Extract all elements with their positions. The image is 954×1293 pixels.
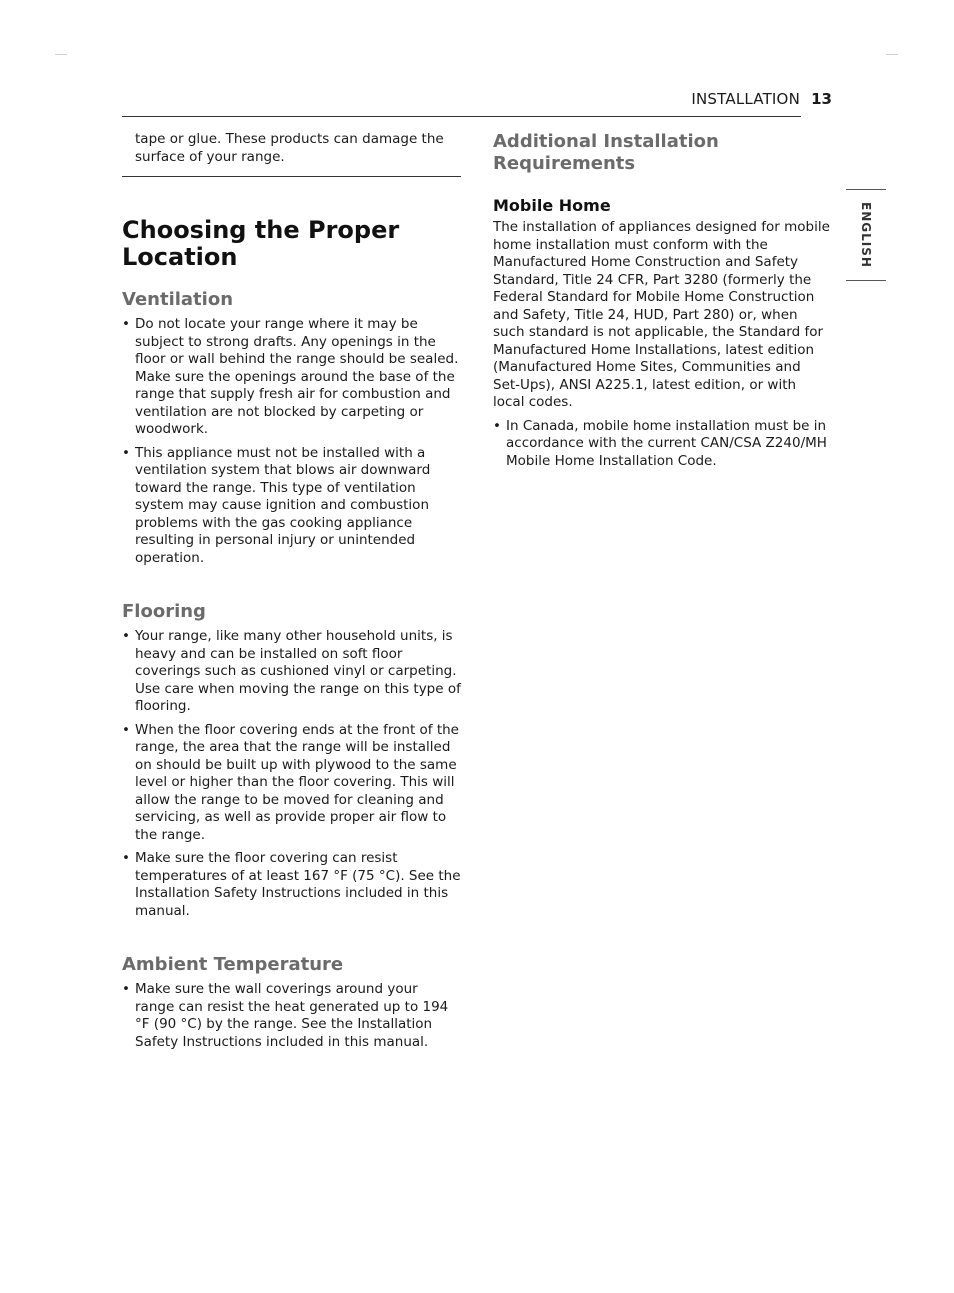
continued-note — [122, 131, 461, 177]
bullet: • — [122, 444, 130, 461]
ambient-temperature-list — [122, 981, 461, 1051]
bullet: • — [122, 981, 130, 997]
bullet: • — [122, 721, 130, 738]
list-item-text: Make sure the wall coverings around your range can resist the heat generated up to 194 °F (90 °C) by the range. See the Installation Safety Instructions included in this manual. — [135, 981, 449, 1050]
crop-mark-left — [55, 54, 67, 55]
section-title: INSTALLATION — [691, 90, 800, 108]
list-item-text: This appliance must not be installed with a ventilation system that blows air downward toward the range. This type of ventilation system may cause ignition and combustion problems with the gas cooking appliance resulting in personal injury or unintended operation. — [135, 444, 431, 566]
list-item-text: In Canada, mobile home installation must be in accordance with the current CAN/CSA Z240/MH Mobile Home Installation Code. — [506, 417, 827, 469]
bullet: • — [122, 316, 130, 332]
page-header — [122, 90, 832, 110]
bullet: • — [122, 850, 130, 866]
flooring-list — [122, 628, 461, 920]
language-tab-label: ENGLISH — [859, 202, 873, 268]
list-item — [493, 418, 830, 471]
bullet: • — [493, 417, 501, 434]
list-item — [122, 981, 461, 1051]
list-item — [122, 722, 461, 845]
ventilation-list — [122, 316, 461, 567]
continued-note-text: tape or glue. These products can damage the surface of your range. — [135, 131, 444, 165]
list-item — [122, 316, 461, 439]
bullet: • — [122, 628, 130, 644]
left-column — [122, 131, 461, 1057]
header-rule — [122, 116, 801, 117]
page-number: 13 — [811, 90, 832, 108]
additional-requirements-heading: Additional Installation Requirements — [493, 131, 719, 174]
crop-mark-right — [886, 54, 898, 55]
list-item — [122, 445, 461, 568]
mobile-home-heading: Mobile Home — [493, 196, 611, 215]
right-column — [493, 131, 830, 476]
list-item-text: Your range, like many other household units, is heavy and can be installed on soft floor coverings such as cushioned vinyl or carpeting. Use care when moving the range on this type of flooring. — [135, 628, 461, 714]
mobile-home-list — [493, 418, 830, 471]
mobile-home-paragraph: The installation of appliances designed for mobile home installation must conform with the Manufactured Home Construction and Safety Standard, Title 24 CFR, Part 3280 (formerly the Federal Standard for Mobile Home Construction and Safety, Title 24, HUD, Part 280) or, when such standard is not applicable, the Standard for Manufactured Home Installations, latest edition (Manufactured Home Sites, Communities and Set-Ups), ANSI A225.1, latest edition, or with local codes. — [493, 219, 830, 410]
ventilation-heading: Ventilation — [122, 289, 234, 310]
section-heading: Choosing the Proper Location — [122, 216, 400, 271]
flooring-heading: Flooring — [122, 601, 206, 622]
list-item — [122, 628, 461, 716]
list-item — [122, 850, 461, 920]
list-item-text: Do not locate your range where it may be subject to strong drafts. Any openings in the floor or wall behind the range should be sealed. Make sure the openings around the base of the range that supply fresh air for combustion and ventilation are not blocked by carpeting or woodwork. — [135, 316, 459, 437]
list-item-text: When the floor covering ends at the front of the range, the area that the range will be installed on should be built up with plywood to the same level or higher than the floor covering. This will allow the range to be moved for cleaning and servicing, as well as provide proper air flow to the range. — [135, 721, 459, 843]
language-tab — [846, 189, 886, 281]
ambient-temperature-heading: Ambient Temperature — [122, 954, 344, 975]
list-item-text: Make sure the floor covering can resist temperatures of at least 167 °F (75 °C). See the Installation Safety Instructions included in this manual. — [135, 850, 461, 919]
